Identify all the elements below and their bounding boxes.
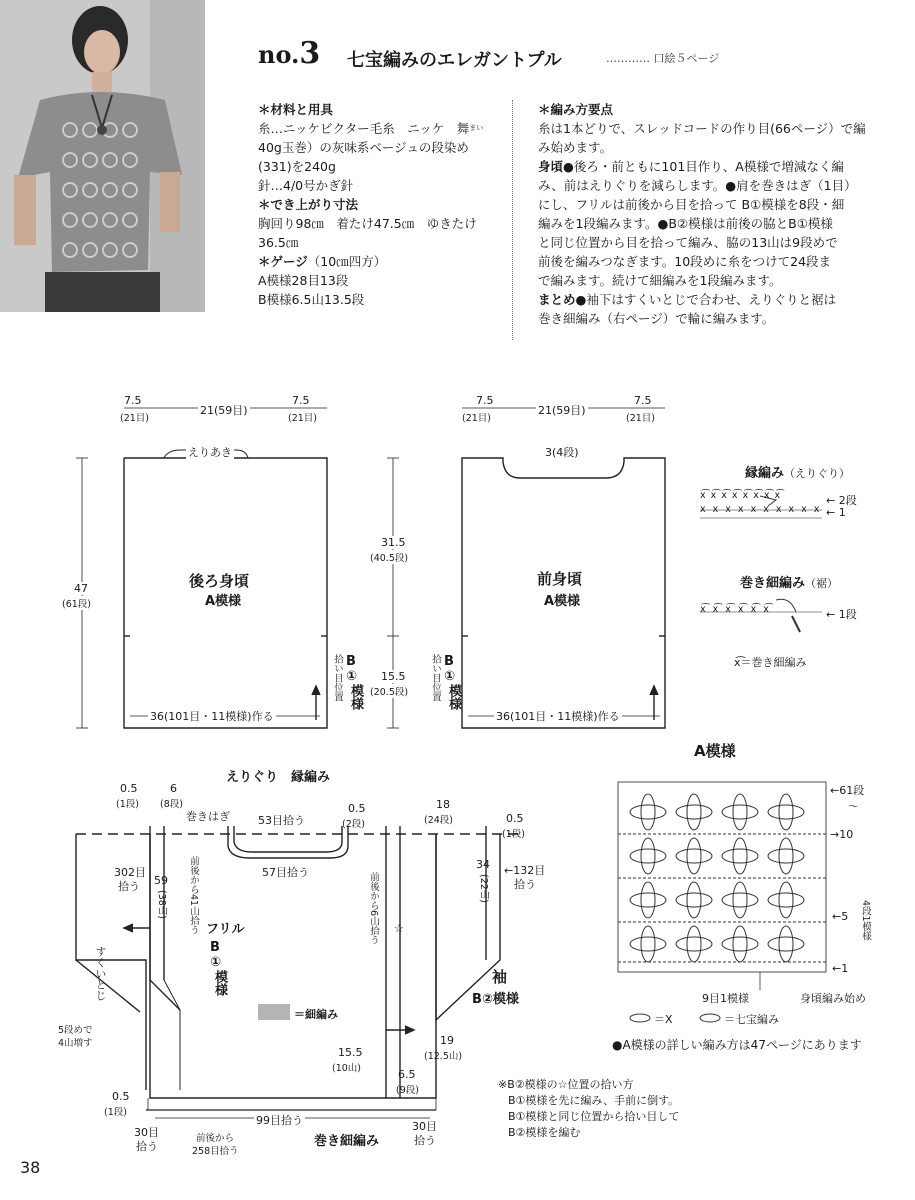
back-top-left-dim: 7.5 [124, 394, 142, 407]
back-bottom-dim: 36(101目・11模様)作る [150, 710, 274, 723]
mid-upper-dim: 31.5 [381, 536, 406, 549]
howto-line: で編みます。続けて細編みを1段編みます。 [538, 273, 782, 288]
inc-label2: 4山増す [58, 1038, 93, 1049]
howto-line: み始めます。 [538, 140, 613, 155]
materials-line: 針…4/0号かぎ針 [258, 178, 354, 193]
l-302b: 拾う [118, 880, 140, 893]
howto-line: 前後を編みつなぎます。10段めに糸をつけて24段ま [538, 254, 832, 269]
sc-legend-label: ＝細編み [294, 1008, 338, 1021]
front-bottom-dim: 36(101目・11模様)作る [496, 710, 620, 723]
b-30rb: 拾う [414, 1134, 436, 1147]
m-155s: (10山) [332, 1063, 362, 1074]
howto-line: 身頃●後ろ・前ともに101目作り、A模様で増減なく編 [538, 159, 844, 174]
gauge-line: A模様28目13段 [258, 273, 349, 288]
r-05s: (1段) [502, 829, 525, 840]
front-pick-label: 拾い目位置 [430, 654, 441, 702]
sleeve-pattern: B②模様 [472, 992, 519, 1007]
maki-title: 巻き細編み（裾） [740, 576, 839, 591]
size-heading: ＊でき上がり寸法 [258, 197, 359, 212]
frill-b1: B ① 模様 [210, 940, 227, 996]
back-height-sub: (61段) [62, 596, 91, 610]
edging-title: 縁編み（えりぐり） [745, 466, 851, 481]
a-r61: ←61段 [830, 784, 865, 797]
a-6: 6 [170, 782, 177, 795]
makihagi-label: 巻きはぎ [186, 810, 230, 823]
front-top-right-dim: 7.5 [634, 394, 652, 407]
a-tilde: ～ [848, 800, 859, 813]
m-65: 6.5 [398, 1068, 416, 1081]
a-rep-st: 9目1模様 [702, 992, 749, 1005]
howto-heading: ＊編み方要点 [538, 102, 614, 117]
back-pick-label: 拾い目位置 [332, 654, 343, 702]
notes-line: B①模様を先に編み、手前に倒す。 [508, 1094, 680, 1107]
neck-57-label: 57目拾う [262, 866, 309, 879]
front-top-mid-dim: 21(59目) [538, 404, 586, 417]
a-05: 0.5 [120, 782, 138, 795]
r-34s: (22山) [478, 874, 489, 904]
howto-line: 巻き細編み（右ページ）で輪に編みます。 [538, 311, 775, 326]
a-r1: ←1 [832, 962, 849, 975]
front-top-left-dim: 7.5 [476, 394, 494, 407]
back-body-title: 後ろ身頃 [189, 572, 250, 590]
pick6-label: 前後から6山拾う [368, 872, 379, 945]
a-6s: (8段) [160, 799, 183, 810]
neck-05: 0.5 [348, 802, 366, 815]
a-r10: →10 [830, 828, 854, 841]
notes-heading: ※B②模様の☆位置の拾い方 [498, 1078, 634, 1091]
photo-reference: ………… 口絵５ページ [606, 52, 720, 65]
gauge-heading: ＊ゲージ（10㎝四方） [258, 254, 387, 269]
howto-line: み、前はえりぐりを減らします。●肩を巻きはぎ（1目） [538, 178, 857, 193]
maki-row-label: ← 1段 [826, 608, 857, 621]
back-body-pattern: A模様 [205, 594, 242, 609]
b-258b: 258目拾う [192, 1146, 239, 1157]
b-258: 前後から [196, 1133, 235, 1144]
b-99: 99目拾う [256, 1114, 303, 1127]
r-05: 0.5 [506, 812, 524, 825]
l-59: 59 [154, 874, 168, 887]
a-r5: ←5 [832, 910, 849, 923]
r-19s: (12.5山) [424, 1051, 463, 1062]
a-pattern-chart [618, 794, 826, 990]
r-18: 18 [436, 798, 450, 811]
b-maki: 巻き細編み [314, 1134, 380, 1149]
pattern-number: no.3 [258, 36, 321, 71]
back-top-mid-dim: 21(59目) [200, 404, 248, 417]
neck-53-label: 53目拾う [258, 814, 305, 827]
a-rep: 4段1模様 [860, 900, 871, 941]
back-top-left-sub: (21目) [120, 413, 150, 424]
l-59s: (38山) [156, 890, 167, 920]
howto-line: 糸は1本どりで、スレッドコードの作り目(66ページ）で編 [538, 121, 866, 136]
sleeve-label: 袖 [492, 968, 508, 986]
edging-row1-label: ← 1 [826, 506, 846, 519]
back-neck-label: えりあき [188, 446, 232, 459]
back-top-right-sub: (21目) [288, 413, 318, 424]
front-neck-drop: 3(4段) [545, 446, 579, 459]
neck-05s: (2段) [342, 819, 365, 830]
howto-line: まとめ●袖下はすくいとじで合わせ、えりぐりと裾は [538, 292, 837, 307]
materials-line: (331)を240g [258, 159, 336, 174]
a-legend2: ＝七宝編み [724, 1013, 779, 1026]
page-number: 38 [20, 1158, 41, 1177]
front-top-right-sub: (21目) [626, 413, 656, 424]
gauge-line: B模様6.5山13.5段 [258, 292, 365, 307]
star-mark: ☆ [394, 922, 404, 935]
size-line: 36.5㎝ [258, 235, 299, 250]
r-19: 19 [440, 1034, 454, 1047]
notes-line: B①模様と同じ位置から拾い目して [508, 1110, 680, 1123]
a-pattern-title: A模様 [694, 742, 736, 760]
front-b1-label: B ① 模様 [444, 654, 461, 710]
front-body-pattern: A模様 [544, 594, 581, 609]
howto-line: と同じ位置から目を拾って編み、脇の13山は9段めで [538, 235, 838, 250]
howto-line: 編みを1段編みます。●B②模様は前後の脇とB①模様 [538, 216, 833, 231]
r-34: 34 [476, 858, 490, 871]
b-05: 0.5 [112, 1090, 130, 1103]
page-title: 七宝編みのエレガントプル [347, 50, 562, 71]
materials-line: 40g玉巻）の灰味系ベージュの段染め [258, 140, 469, 155]
a-start: 身頃編み始め [800, 992, 866, 1005]
mid-upper-sub: (40.5段) [370, 550, 408, 564]
pick41-label: 前後から41山拾う [188, 856, 199, 935]
materials-line: 糸…ニッケビクター毛糸 ニッケ 舞$^{まい}$ [258, 121, 484, 136]
notes-line: B②模様を編む [508, 1126, 581, 1139]
a-note: ●A模様の詳しい編み方は47ページにあります [612, 1038, 862, 1052]
sukui-label: すくいとじ [94, 946, 107, 1001]
edging-row2-stitches: x͡ x͡ x͡ x͡ x͡ x͡ x͡ x͡ [700, 490, 782, 501]
b-30l: 30目 [134, 1126, 159, 1139]
back-height-dim: 47 [74, 582, 88, 595]
maki-stitches: x͡ x͡ x͡ x͡ x͡ x͡ [700, 604, 771, 615]
edging-row2-label: ← 2段 [826, 494, 857, 507]
back-b1-label: B ① 模様 [346, 654, 363, 710]
edging-row1-stitches: x x x x x x x x x x [700, 504, 822, 515]
maki-legend: x͡＝巻き細編み [734, 656, 807, 669]
back-top-right-dim: 7.5 [292, 394, 310, 407]
inc-label: 5段めで [58, 1025, 93, 1036]
mid-lower-sub: (20.5段) [370, 684, 408, 698]
l-302: 302目 [114, 866, 146, 879]
m-65s: (9段) [396, 1085, 419, 1096]
materials-heading: ＊材料と用具 [258, 102, 334, 117]
a-05s: (1段) [116, 799, 139, 810]
front-top-left-sub: (21目) [462, 413, 492, 424]
size-line: 胸回り98㎝ 着たけ47.5㎝ ゆきたけ [258, 216, 477, 231]
frill-label: フリル [206, 922, 245, 937]
a-legend1: ＝X [654, 1013, 673, 1026]
r-132: ←132目 [504, 864, 546, 877]
howto-line: にし、フリルは前後から目を拾って B①模様を8段・細 [538, 197, 845, 212]
m-155: 15.5 [338, 1046, 363, 1059]
front-body-title: 前身頃 [537, 570, 583, 588]
assembly-title: えりぐり 縁編み [226, 770, 331, 785]
mid-lower-dim: 15.5 [381, 670, 406, 683]
sc-legend-swatch [258, 1004, 290, 1020]
b-30r: 30目 [412, 1120, 437, 1133]
r-132b: 拾う [514, 878, 536, 891]
b-05s: (1段) [104, 1107, 127, 1118]
r-18s: (24段) [424, 815, 454, 826]
b-30lb: 拾う [136, 1140, 158, 1153]
